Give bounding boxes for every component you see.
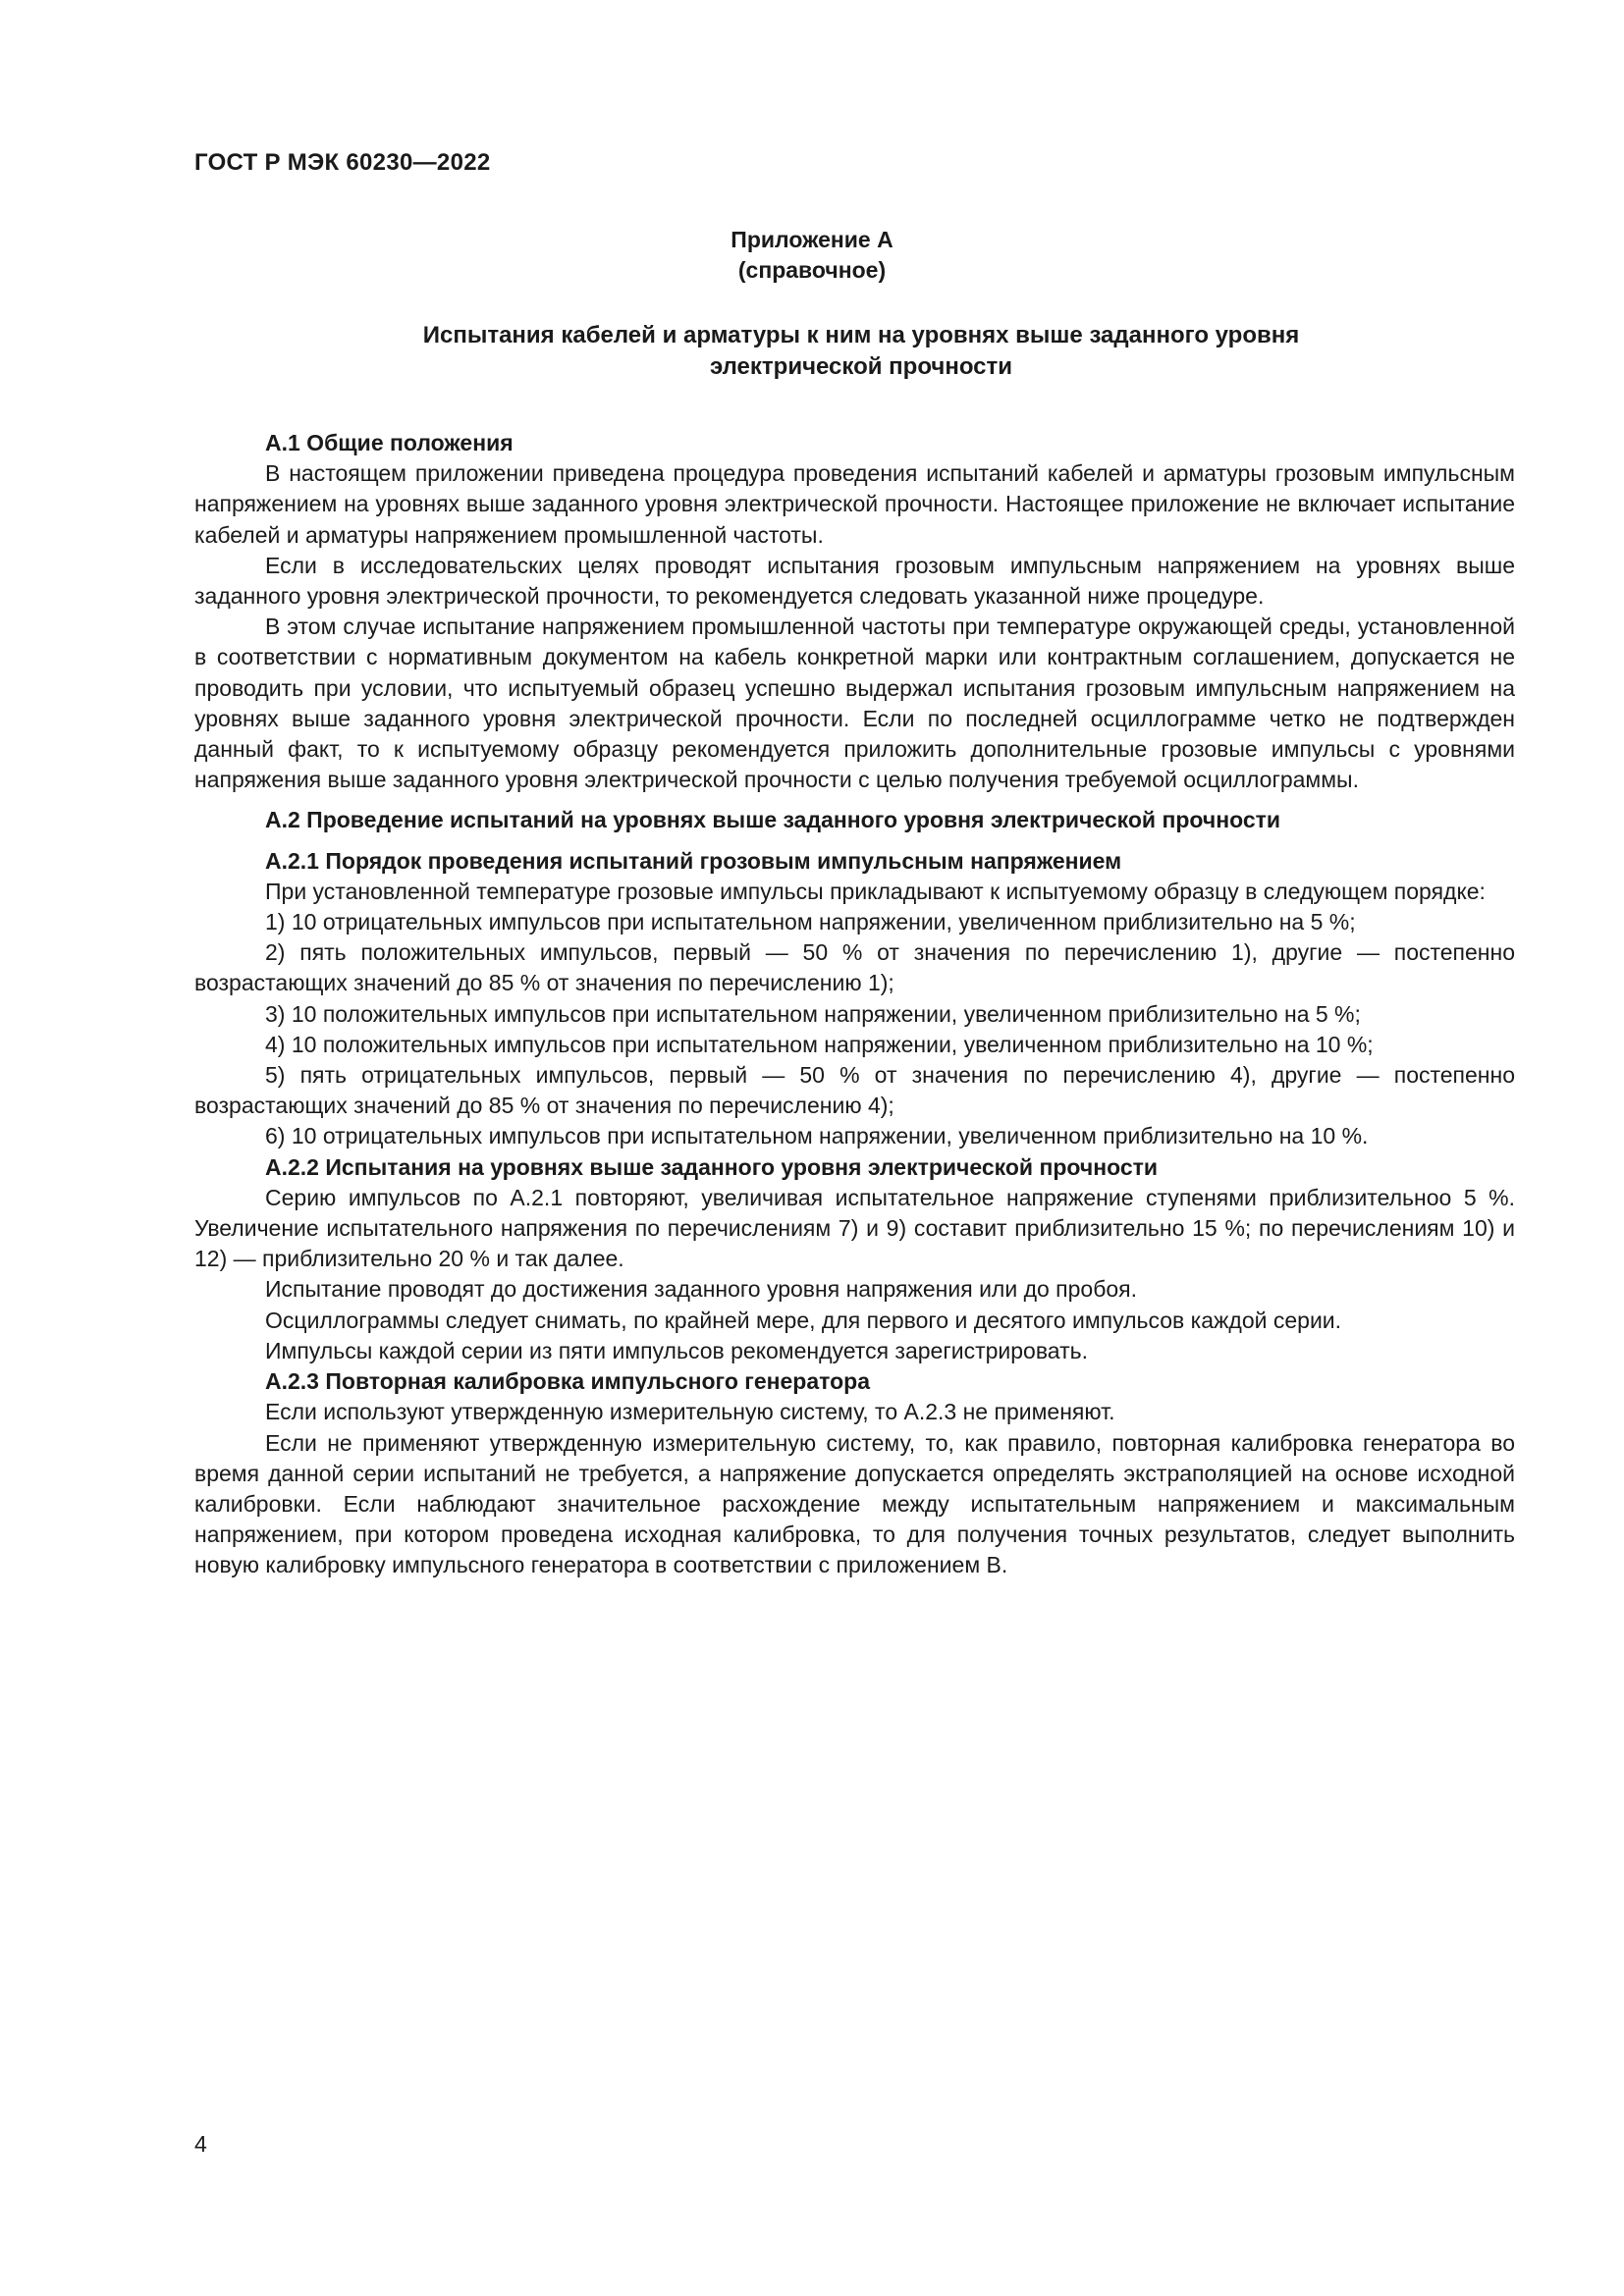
- list-item: 6) 10 отрицательных импульсов при испытательном напряжении, увеличенном приблизительно на 10 %.: [265, 1123, 1369, 1149]
- page-number: 4: [194, 2131, 207, 2157]
- annex-title: Приложение А: [731, 227, 893, 252]
- section-a1-paragraph-1: В настоящем приложении приведена процедура проведения испытаний кабелей и арматуры грозовым импульсным напряжением на уровнях выше заданного уровня электрической прочности. Настоящее приложение не включает испытание кабелей и арматуры напряжением промышленной частоты.: [194, 460, 1515, 548]
- annex-type: (справочное): [737, 257, 887, 283]
- section-a1-paragraph-2: Если в исследовательских целях проводят испытания грозовым импульсным напряжением на уровнях выше заданного уровня электрической прочности, то рекомендуется следовать указанной ниже процедуре.: [194, 552, 1515, 610]
- section-a22-paragraph-1: Серию импульсов по А.2.1 повторяют, увеличивая испытательное напряжение ступенями приблизительноо 5 %. Увеличение испытательного напряжения по перечислениям 7) и 9) составит приблизительно 15 %; по перечислениям 10) и 12) — приблизительно 20 % и так далее.: [194, 1184, 1515, 1272]
- section-a1-paragraph-3: В этом случае испытание напряжением промышленной частоты при температуре окружающей среды, установленной в соответствии с нормативным документом на кабель конкретной марки или контрактным соглашением, допускается не проводить при условии, что испытуемый образец успешно выдержал испытания грозовым импульсным напряжением на уровнях выше заданного уровня электрической прочности. Если по последней осциллограмме четко не подтвержден данный факт, то к испытуемому образцу рекомендуется приложить дополнительные грозовые импульсы с уровнями напряжения выше заданного уровня электрической прочности с целью получения требуемой осциллограммы.: [194, 614, 1515, 793]
- list-item: 1) 10 отрицательных импульсов при испытательном напряжении, увеличенном приблизительно на 5 %;: [265, 909, 1356, 935]
- list-item: 4) 10 положительных импульсов при испытательном напряжении, увеличенном приблизительно на 10 %;: [265, 1031, 1374, 1057]
- standard-designation: ГОСТ Р МЭК 60230—2022: [194, 149, 491, 176]
- list-item: 5) пять отрицательных импульсов, первый — 50 % от значения по перечислению 4), другие — постепенно возрастающих значений до 85 % от значения по перечислению 4);: [194, 1062, 1515, 1119]
- section-a21-intro: При установленной температуре грозовые импульсы прикладывают к испытуемому образцу в следующем порядке:: [265, 878, 1486, 904]
- annex-heading-line-2: электрической прочности: [709, 353, 1013, 380]
- section-a22-paragraph-3: Осциллограммы следует снимать, по крайней мере, для первого и десятого импульсов каждой серии.: [265, 1307, 1342, 1333]
- section-a22-paragraph-4: Импульсы каждой серии из пяти импульсов рекомендуется зарегистрировать.: [265, 1337, 1088, 1363]
- document-body: [194, 428, 1515, 1581]
- section-a21-heading: А.2.1 Порядок проведения испытаний грозовым импульсным напряжением: [265, 847, 1122, 874]
- section-a22-heading: А.2.2 Испытания на уровнях выше заданного уровня электрической прочности: [265, 1153, 1159, 1180]
- section-a23-heading: А.2.3 Повторная калибровка импульсного генератора: [265, 1368, 871, 1395]
- section-a23-paragraph-2: Если не применяют утвержденную измерительную систему, то, как правило, повторная калибровка генератора во время данной серии испытаний не требуется, а напряжение допускается определять экстраполяцией на основе исходной калибровки. Если наблюдают значительное расхождение между испытательным напряжением и максимальным напряжением, при котором проведена исходная калибровка, то для получения точных результатов, следует выполнить новую калибровку импульсного генератора в соответствии с приложением В.: [194, 1429, 1515, 1578]
- section-a1-heading: А.1 Общие положения: [265, 430, 514, 455]
- annex-heading: [295, 320, 1428, 383]
- section-a22-paragraph-2: Испытание проводят до достижения заданного уровня напряжения или до пробоя.: [265, 1276, 1138, 1303]
- list-item: 3) 10 положительных импульсов при испытательном напряжении, увеличенном приблизительно на 5 %;: [265, 1000, 1361, 1027]
- section-a2-heading: А.2 Проведение испытаний на уровнях выше заданного уровня электрической прочности: [265, 807, 1281, 833]
- section-a23-paragraph-1: Если используют утвержденную измерительную систему, то А.2.3 не применяют.: [265, 1399, 1115, 1425]
- annex-heading-line-1: Испытания кабелей и арматуры к ним на уровнях выше заданного уровня: [422, 322, 1300, 348]
- list-item: 2) пять положительных импульсов, первый — 50 % от значения по перечислению 1), другие — постепенно возрастающих значений до 85 % от значения по перечислению 1);: [194, 939, 1515, 996]
